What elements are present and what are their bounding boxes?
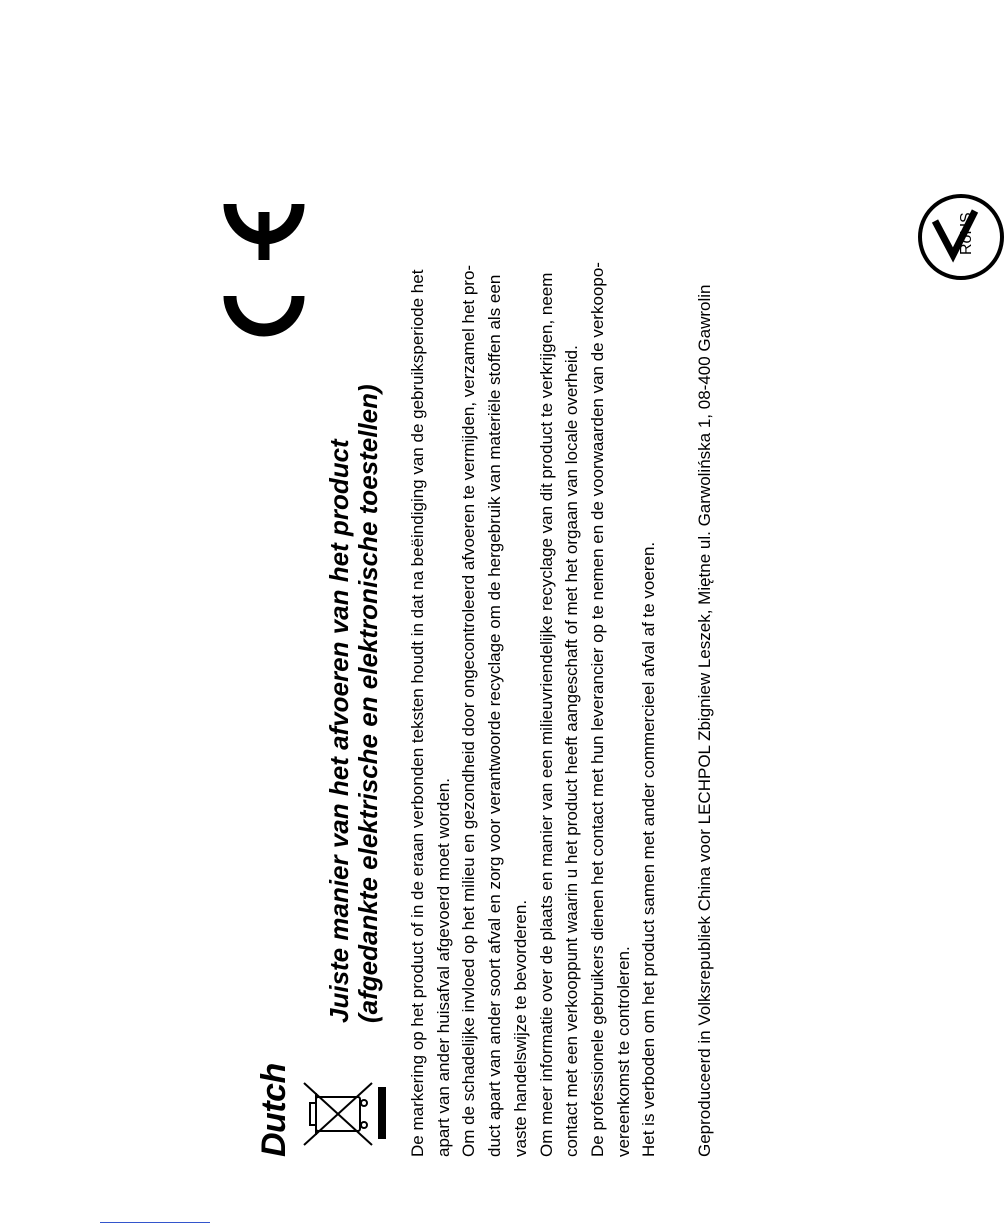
body-line: Om de schadelijke invloed op het milieu en gezondheid door ongecontroleerd afvoeren te vermijden, verzamel het pro- [459, 264, 479, 1157]
title-line-2: (afgedankte elektrische en elektronische toestellen) [353, 384, 383, 1023]
body-line: vaste handelswijze te bevorderen. [510, 899, 530, 1157]
body-line: duct apart van ander soort afval en zorg voor verantwoorde recyclage om de hergebruik van materiële stoffen als een [485, 274, 505, 1157]
body-line: apart van ander huisafval afgevoerd moet worden. [433, 778, 453, 1157]
language-heading: Dutch [255, 1063, 293, 1157]
manufacturer-note: Geproduceerd in Volksrepubliek China voor LECHPOL Zbigniew Leszek, Miętne ul. Garwolińska 1, 08-400 Gawrolin [695, 284, 714, 1157]
title-line-1: Juiste manier van het afvoeren van het product [324, 439, 354, 1023]
disposal-title [325, 384, 383, 1023]
body-line: vereenkomst te controleren. [613, 946, 633, 1157]
rohs-mark-icon [915, 191, 1007, 283]
body-line: De markering op het product of in de eraan verbonden teksten houdt in dat na beëindiging van de gebruiksperiode het [408, 269, 427, 1157]
page-edge-rule [100, 1222, 210, 1223]
rohs-label: RoHS [958, 212, 975, 255]
body-line: Het is verboden om het product samen met ander commercieel afval af te voeren. [639, 541, 659, 1157]
body-line: Om meer informatie over de plaats en manier van een milieuvriendelijke recyclage van dit product te verkrijgen, neem [536, 272, 556, 1157]
body-line: De professionele gebruikers dienen het contact met hun leverancier op te nemen en de voorwaarden van de verkoopo- [587, 262, 607, 1157]
weee-crossed-bin-icon [300, 1077, 388, 1149]
ce-mark-icon [218, 189, 310, 374]
body-line: contact met een verkooppunt waarin u het product heeft aangeschaft of met het orgaan van locale overheid. [562, 345, 582, 1157]
body-text [405, 37, 662, 1157]
